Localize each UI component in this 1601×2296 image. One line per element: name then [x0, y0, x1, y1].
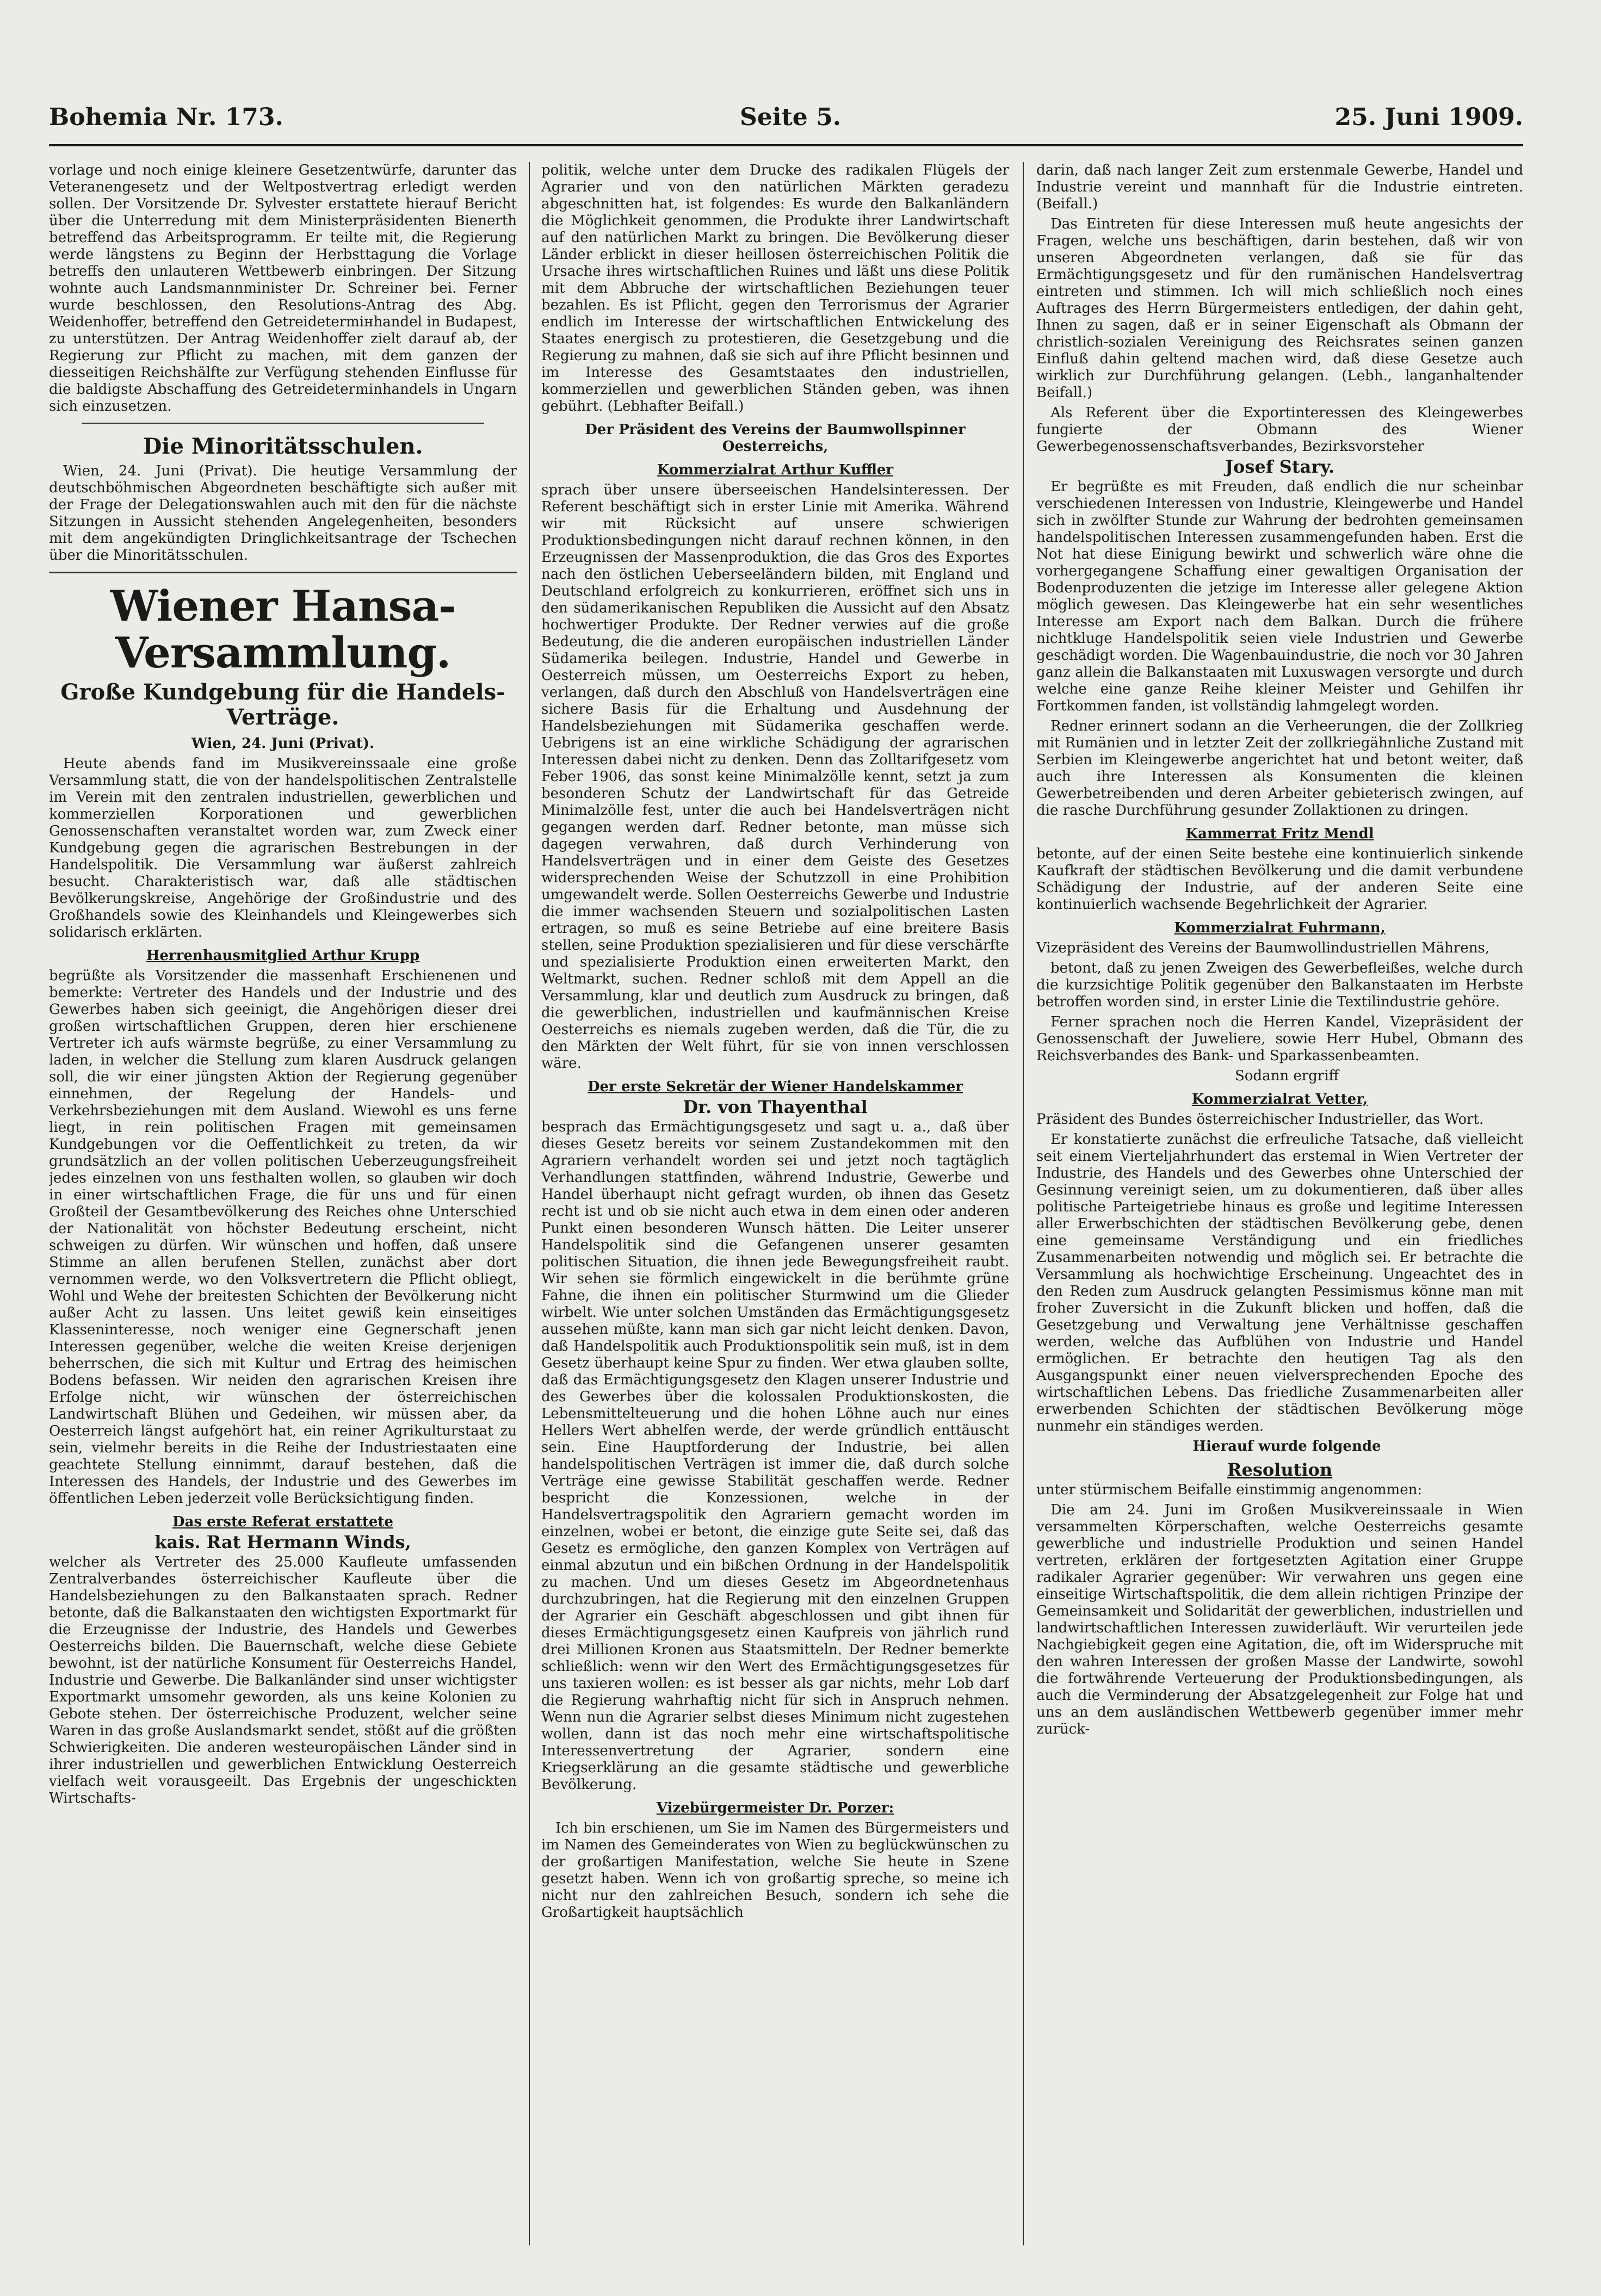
- article-heading-minoritaetsschulen: Die Minoritätsschulen.: [143, 434, 423, 459]
- column-3: [1036, 162, 1523, 2251]
- dateline: Wien, 24. Juni (Privat).: [191, 735, 375, 752]
- paragraph: Das Eintreten für diese Interessen muß heute angesichts der Fragen, welche uns beschäftigen, darin bestehen, daß wir von unseren Abgeordneten verlangen, daß sie für das Ermächtigungsgesetz und für den rumänischen Handelsvertrag eintreten und stimmen. Ich will mich schließlich noch eines Auftrages des Herrn Bürgermeisters entledigen, der dahin geht, Ihnen zu sagen, daß er in seiner Eigenschaft als Obmann der christlich-sozialen Vereinigung des Reichsrates seinen ganzen Einfluß dahin geltend machen wird, daß diese Gesetze auch wirklich zur Durchführung gelangen. (Lebh., langanhaltender Beifall.): [1036, 216, 1523, 401]
- paragraph: welcher als Vertreter des 25.000 Kaufleute umfassenden Zentralverbandes österreichischer Kaufleute über die Handelsbeziehungen zu den Balkanstaaten sprach. Redner betonte, daß die Balkanstaaten den wichtigsten Exportmarkt für die Erzeugnisse der Industrie, des Handels und Gewerbes Oesterreichs bilden. Die Bauernschaft, welche diese Gebiete bewohnt, ist der natürliche Konsument für Oesterreichs Handel, Industrie und Gewerbe. Die Balkanländer sind unser wichtigster Exportmarkt umsomehr geworden, als uns keine Kolonien zu Gebote stehen. Der österreichische Produzent, welcher seine Waren in das große Auslandsmarkt sendet, stößt auf die größten Schwierigkeiten. Die anderen westeuropäischen Länder sind in ihrer industriellen und gewerblichen Entwicklung Oesterreich vielfach weit vorausgeeilt. Das Ergebnis der ungeschickten Wirtschafts-: [49, 1554, 517, 1806]
- paragraph: Er konstatierte zunächst die erfreuliche Tatsache, daß vielleicht seit einem Vierteljahrhundert das erstemal in Wien Vertreter der Industrie, des Handels und des Gewerbes ohne Unterschied der Gesinnung vereinigt seien, um zu dokumentieren, daß über alles politische Parteigetriebe hinaus es große und legitime Interessen aller Erwerbschichten der städtischen Bevölkerung gebe, denen eine gemeinsame Verständigung und ein friedliches Zusammenarbeiten notwendig und möglich sei. Er betrachte die Versammlung als hochwichtige Erscheinung. Ungeachtet des in den Reden zum Ausdruck gelangten Pessimismus könne man mit froher Zuversicht in die Zukunft blicken und hoffen, daß die Gesetzgebung und Verwaltung jene Verhältnisse geschaffen werden, welche das Aufblühen von Industrie und Handel ermöglichen. Er betrachte den heutigen Tag als den Ausgangspunkt einer neuen vielversprechenden Epoche des wirtschaftlichen Lebens. Das friedliche Zusammenarbeiten aller erwerbenden Schichten der städtischen Bevölkerung möge nunmehr ein ständiges werden.: [1036, 1131, 1523, 1434]
- masthead: [49, 103, 1523, 141]
- speaker-name: Josef Stary.: [1225, 456, 1335, 477]
- column-2: [541, 162, 1009, 2251]
- masthead-paper-issue: Bohemia Nr. 173.: [49, 103, 283, 131]
- paragraph: Präsident des Bundes österreichischer Industrieller, das Wort.: [1036, 1111, 1484, 1128]
- speaker-name: Dr. von Thayenthal: [683, 1097, 868, 1117]
- column-divider: [1023, 162, 1024, 2245]
- speaker-name: Kammerrat Fritz Mendl: [1185, 826, 1374, 842]
- paragraph: politik, welche unter dem Drucke des radikalen Flügels der Agrarier und von den natürlichen Märkten geradezu abgeschnitten hat, ist folgendes: Es wurde den Balkanländern die Möglichkeit genommen, die Produkte ihrer Landwirtschaft auf den natürlichen Markt zu bringen. Die Bevölkerung dieser Länder erblickt in dieser heillosen österreichischen Politik die Ursache ihres wirtschaftlichen Ruines und läßt uns diese Politik mit dem Abbruche der wirtschaftlichen Beziehungen teuer bezahlen. Es ist Pflicht, gegen den Terrorismus der Agrarier endlich im Interesse der wirtschaftlichen Entwickelung des Staates energisch zu protestieren, die Gesetzgebung und die Regierung zu mahnen, daß sie sich auf ihre Pflicht besinnen und im Interesse des Gesamtstaates den industriellen, kommerziellen und gewerblichen Ständen geben, was ihnen gebührt. (Lebhafter Beifall.): [541, 162, 1009, 414]
- paragraph: Sodann ergriff: [1234, 1068, 1339, 1084]
- column-1: [49, 162, 517, 2251]
- article-subheading: Große Kundgebung für die Handels-Verträge.: [60, 679, 505, 730]
- paragraph: Die am 24. Juni im Großen Musikvereinssaale in Wien versammelten Körperschaften, welche Oesterreichs gesamte gewerbliche und industrielle Produktion und seinen Handel vertreten, erklären der fortgesetzten Agitation einer Gruppe radikaler Agrarier gegenüber: Wir verwahren uns gegen eine einseitige Wirtschaftspolitik, die dem allein richtigen Prinzipe der Gemeinsamkeit und Solidarität der gewerblichen, industriellen und landwirtschaftlichen Interessen zuwiderläuft. Wir verurteilen jede Nachgiebigkeit gegen eine Agitation, die, oft im Widerspruche mit den wahren Interessen der großen Masse der Landwirte, sowohl die fortwährende Verteuerung der Produktionsbedingungen, als auch die Verminderung der Absatzgelegenheit zur Folge hat und uns an dem ausländischen Wettbewerb gegenüber immer mehr zurück-: [1036, 1502, 1523, 1737]
- masthead-page-number: Seite 5.: [740, 103, 842, 131]
- column-divider: [529, 162, 530, 2245]
- paragraph: unter stürmischem Beifalle einstimmig angenommen:: [1036, 1482, 1423, 1498]
- speaker-intro: Der erste Sekretär der Wiener Handelskammer: [587, 1079, 963, 1095]
- paragraph: Redner erinnert sodann an die Verheerungen, die der Zollkrieg mit Rumänien und in letzter Zeit der zollkriegähnliche Zustand mit Serbien im Kleingewerbe angerichtet hat und betont weiter, daß auch ihre Interessen als Konsumenten die kleinen Gewerbetreibenden und deren Arbeiter gebieterisch zwingen, auf die rasche Durchführung gesunder Zollaktionen zu dringen.: [1036, 718, 1523, 819]
- paragraph: begrüßte als Vorsitzender die massenhaft Erschienenen und bemerkte: Vertreter des Handels und der Industrie und des Gewerbes haben sich geeinigt, die Angehörigen dieser drei großen wirtschaftlichen Gruppen, deren hier erschienene Vertreter ich aufs wärmste begrüße, zu einer Versammlung zu laden, in welcher die Stellung zum klaren Ausdruck gelangen soll, die wir einer jüngsten Aktion der Regierung gegenüber einnehmen, der Regelung der Handels- und Verkehrsbeziehungen mit dem Ausland. Wiewohl es uns ferne liegt, in rein politischen Fragen mit gemeinsamen Kundgebungen vor die Oeffentlichkeit zu treten, da wir grundsätzlich an der vollen politischen Ueberzeugungsfreiheit jedes einzelnen von uns festhalten wollen, so glauben wir doch in einer wirtschaftlichen Frage, die für uns und für einen Großteil der Gesamtbevölkerung des Reiches ohne Unterschied der Nationalität von höchster Bedeutung erscheint, nicht schweigen zu dürfen. Wir wünschen und hoffen, daß unsere Stimme an allen berufenen Stellen, zunächst aber dort vernommen werde, wo den Volksvertretern die Pflicht obliegt, Wohl und Wehe der breitesten Schichten der Bevölkerung nicht außer Acht zu lassen. Uns leitet gewiß kein einseitiges Klasseninteresse, noch weniger eine Gegnerschaft jenen Interessen gegenüber, welche die weiten Kreise derjenigen beherrschen, die sich mit Kultur und Ertrag des heimischen Bodens befassen. Wir neiden den agrarischen Kreisen ihre Erfolge nicht, wir wünschen der österreichischen Landwirtschaft Blühen und Gedeihen, wir müssen aber, da Oesterreich längst aufgehört hat, ein reiner Agrikulturstaat zu sein, vielmehr bereits in die Reihe der Industriestaaten eine geachtete Stellung einnimmt, darauf bestehen, daß die Interessen des Handels, der Industrie und des Gewerbes im öffentlichen Leben jederzeit volle Berücksichtigung finden.: [49, 968, 517, 1507]
- newspaper-page: [49, 103, 1523, 2257]
- paragraph: sprach über unsere überseeischen Handelsinteressen. Der Referent beschäftigt sich in erster Linie mit Amerika. Während wir mit Rücksicht auf unsere schwierigen Produktionsbedingungen nicht darauf rechnen können, in den Erzeugnissen der Massenproduktion, die das Gros des Exportes nach den östlichen Ueberseeländern bilden, mit England und Deutschland erfolgreich zu konkurrieren, eröffnet sich uns in den südamerikanischen Republiken die Aussicht auf den Absatz hochwertiger Produkte. Der Redner verwies auf die große Bedeutung, die die anderen europäischen industriellen Länder Südamerika beilegen. Industrie, Handel und Gewerbe in Oesterreich müssen, um Oesterreichs Export zu heben, verlangen, daß durch den Abschluß von Handelsverträgen eine sichere Basis für die Erhaltung und Ausdehnung der Handelsbeziehungen mit Südamerika geschaffen werde. Uebrigens ist an eine wirkliche Schädigung der agrarischen Interessen dabei nicht zu denken. Denn das Zolltarifgesetz vom Feber 1906, das sonst keine Minimalzölle kennt, setzt ja zum besonderen Schutz der Landwirtschaft für das Getreide Minimalzölle fest, unter die auch bei Handelsverträgen nicht gegangen werden darf. Redner betonte, man müsse sich dagegen verwahren, daß durch Verhinderung von Handelsverträgen und in einer dem Geiste des Gesetzes widersprechenden Weise der Schutzzoll in eine Prohibition umgewandelt werde. Sollen Oesterreichs Gewerbe und Industrie die immer wachsenden Steuern und sozialpolitischen Lasten ertragen, so muß es seine Betriebe auf eine breitere Basis stellen, seine Produktion spezialisieren und für diese verschärfte und spezialisierte Produktion einen erweiterten Markt, den Weltmarkt, suchen. Redner schloß mit dem Appell an die Versammlung, klar und deutlich zum Ausdruck zu bringen, daß die gewerblichen, industriellen und kaufmännischen Kreise Oesterreichs es niemals zugeben werden, daß die Tür, die zu den Märkten der Welt führt, für sie von innen verschlossen wäre.: [541, 482, 1009, 1072]
- paragraph: darin, daß nach langer Zeit zum erstenmale Gewerbe, Handel und Industrie vereint und mannhaft für die Industrie eintreten. (Beifall.): [1036, 162, 1523, 212]
- speaker-intro: Das erste Referat erstattete: [172, 1514, 393, 1530]
- speaker-intro: Der Präsident des Vereins der Baumwollspinner Oesterreichs,: [585, 422, 966, 455]
- divider: [82, 423, 484, 424]
- paragraph: Ich bin erschienen, um Sie im Namen des Bürgermeisters und im Namen des Gemeinderates von Wien zu beglückwünschen zu der großartigen Manifestation, welche Sie heute in Szene gesetzt haben. Wenn ich von großartig spreche, so meine ich nicht nur den zahlreichen Besuch, sondern ich sehe die Großartigkeit hauptsächlich: [541, 1820, 1009, 1921]
- paragraph: betonte, auf der einen Seite bestehe eine kontinuierlich sinkende Kaufkraft der städtischen Bevölkerung und die damit verbundene Schädigung der Industrie, auf der anderen Seite eine kontinuierlich wachsende Begehrlichkeit der Agrarier.: [1036, 846, 1523, 913]
- paragraph: Hierauf wurde folgende: [1192, 1438, 1381, 1455]
- speaker-name: Kommerzialrat Arthur Kuffler: [657, 462, 894, 478]
- resolution-heading: Resolution: [1227, 1459, 1333, 1480]
- paragraph: betont, daß zu jenen Zweigen des Gewerbefleißes, welche durch die kurzsichtige Politik gegenüber den Balkanstaaten im Herbste betroffen worden sind, in erster Linie die Textilindustrie gehöre.: [1036, 960, 1523, 1010]
- paragraph: vorlage und noch einige kleinere Gesetzentwürfe, darunter das Veteranengesetz und der Weltpostvertrag erledigt werden sollen. Der Vorsitzende Dr. Sylvester erstattete hierauf Bericht über die Unterredung mit dem Ministerpräsidenten Bienerth betreffend das Arbeitsprogramm. Er teilte mit, die Regierung werde längstens zu Beginn der Herbsttagung die Vorlage betreffs den unlauteren Wettbewerb einbringen. Der Sitzung wohnte auch Landsmannminister Dr. Schreiner bei. Ferner wurde beschlossen, den Resolutions-Antrag des Abg. Weidenhoffer, betreffend den Getreidetermінhandel in Budapest, zu unterstützen. Der Antrag Weidenhoffer zielt darauf ab, der Regierung zur Pflicht zu machen, mit dem ganzen der diesseitigen Reichshälfte zur Verfügung stehenden Einflusse für die baldigste Abschaffung des Getreideterminhandels in Ungarn sich einzusetzen.: [49, 162, 517, 414]
- speaker-name: Kommerzialrat Fuhrmann,: [1174, 920, 1386, 936]
- paragraph: Ferner sprachen noch die Herren Kandel, Vizepräsident der Genossenschaft der Juweliere, sowie Herr Hubel, Obmann des Reichsverbandes des Bank- und Sparkassenbeamten.: [1036, 1014, 1523, 1064]
- paragraph: Heute abends fand im Musikvereinssaale eine große Versammlung statt, die von der handelspolitischen Zentralstelle im Verein mit den zentralen industriellen, gewerblichen und kommerziellen Korporationen und gewerblichen Genossenschaften veranstaltet worden war, zum Zweck einer Kundgebung gegen die agrarischen Bestrebungen in der Handelspolitik. Die Versammlung war äußerst zahlreich besucht. Charakteristisch war, daß alle städtischen Bevölkerungskreise, Angehörige der Großindustrie und des Großhandels sowie des Kleinhandels und Kleingewerbes sich solidarisch erklärten.: [49, 756, 517, 940]
- masthead-rule: [49, 144, 1523, 146]
- speaker-name: Kommerzialrat Vetter,: [1191, 1091, 1368, 1107]
- divider: [49, 572, 517, 573]
- paragraph: Wien, 24. Juni (Privat). Die heutige Versammlung der deutschböhmischen Abgeordneten beschäftigte sich außer mit der Frage der Delegationswahlen auch mit den für die nächste Sitzungen in Aussicht stehenden Angelegenheiten, besonders mit dem angekündigten Dringlichkeitsantrage der Tschechen über die Minoritätsschulen.: [49, 463, 517, 564]
- paragraph: besprach das Ermächtigungsgesetz und sagt u. a., daß über dieses Gesetz bereits vor seinem Zustandekommen mit den Agrariern verhandelt worden sei und jetzt noch tagtäglich Verhandlungen stattfinden, während Industrie, Gewerbe und Handel überhaupt nicht gefragt wurden, ob ihnen das Gesetz recht ist und ob sie nicht auch etwa in dem einen oder anderen Punkt einen besonderen Wunsch hätten. Die Leiter unserer Handelspolitik sind die Gefangenen unserer gesamten politischen Situation, die ihnen jede Bewegungsfreiheit raubt. Wir sehen sie förmlich eingewickelt in die berühmte grüne Fahne, die ihnen ein politischer Sturmwind um die Glieder wirbelt. Wie unter solchen Umständen das Ermächtigungsgesetz aussehen müßte, kann man sich gar nicht leicht denken. Davon, daß Handelspolitik auch Produktionspolitik sein muß, ist in dem Gesetz überhaupt keine Spur zu finden. Wer etwa glauben sollte, daß das Ermächtigungsgesetz den Klagen unserer Industrie und des Gewerbes über die kolossalen Produktionskosten, die Lebensmittelteuerung und die hohen Löhne auch nur eines Hellers Wert abhelfen werde, der werde gründlich enttäuscht sein. Eine Hauptforderung der Industrie, bei allen handelspolitischen Verträgen ist immer die, daß durch solche Verträge eine gewisse Stabilität geschaffen werde. Redner bespricht die Konzessionen, welche in der Handelsvertragspolitik den Agrariern gemacht worden im einzelnen, wobei er betont, die einzige gute Seite sei, daß das Gesetz es ermögliche, den ganzen Komplex von Verträgen auf einmal abzutun und ein bißchen Ordnung in der Handelspolitik zu machen. Und um dieses Gesetz im Abgeordnetenhaus durchzubringen, hat die Regierung mit den einzelnen Gruppen der Agrarier ein Geschäft abgeschlossen und gibt ihnen für dieses Ermächtigungsgesetz einen Kaufpreis von jährlich rund drei Millionen Kronen aus Staatsmitteln. Der Redner bemerkte schließlich: wenn wir den Wert des Ermächtigungsgesetzes für uns taxieren wollen: es ist besser als gar nichts, mehr Lob darf die Regierung wahrhaftig nicht für sich in Anspruch nehmen. Wenn nun die Agrarier selbst dieses Minimum nicht zugestehen wollen, dann ist das noch mehr eine wirtschaftspolitische Interessenvertretung der Agrarier, sondern eine Kriegserklärung an die gesamte städtische und gewerbliche Bevölkerung.: [541, 1119, 1009, 1793]
- article-heading-hansa-versammlung: Wiener Hansa-Versammlung.: [110, 581, 456, 678]
- speaker-name: Vizebürgermeister Dr. Porzer:: [656, 1800, 894, 1816]
- paragraph: Er begrüßte es mit Freuden, daß endlich die nur scheinbar verschiedenen Interessen von Industrie, Kleingewerbe und Handel sich in zwölfter Stunde zur Wahrung der bedrohten gemeinsamen handelspolitischen Interessen zusammengefunden haben. Erst die Not hat diese Einigung bewirkt und schwerlich wäre ohne die vorhergegangene Schaffung einer gewaltigen Organisation der Bodenproduzenten die jetzige im Interesse aller gelegene Aktion möglich gewesen. Das Kleingewerbe hat ein sehr wesentliches Interesse am Export nach dem Balkan. Durch die frühere nichtkluge Handelspolitik seien viele Industrien und Gewerbe geschädigt worden. Die Wagenbauindustrie, die noch vor 30 Jahren ganz allein die Balkanstaaten mit Luxuswagen versorgte und durch welche eine ganze Reihe kleiner Meister und Gehilfen ihr Fortkommen fanden, ist vollständig lahmgelegt worden.: [1036, 479, 1523, 714]
- paragraph: Als Referent über die Exportinteressen des Kleingewerbes fungierte der Obmann des Wiener Gewerbegenossenschaftsverbandes, Bezirksvorsteher: [1036, 405, 1523, 455]
- speaker-name: Herrenhausmitglied Arthur Krupp: [146, 948, 420, 964]
- speaker-name: kais. Rat Hermann Winds,: [154, 1532, 411, 1552]
- paragraph: Vizepräsident des Vereins der Baumwollindustriellen Mährens,: [1036, 940, 1490, 956]
- masthead-date: 25. Juni 1909.: [1334, 103, 1523, 131]
